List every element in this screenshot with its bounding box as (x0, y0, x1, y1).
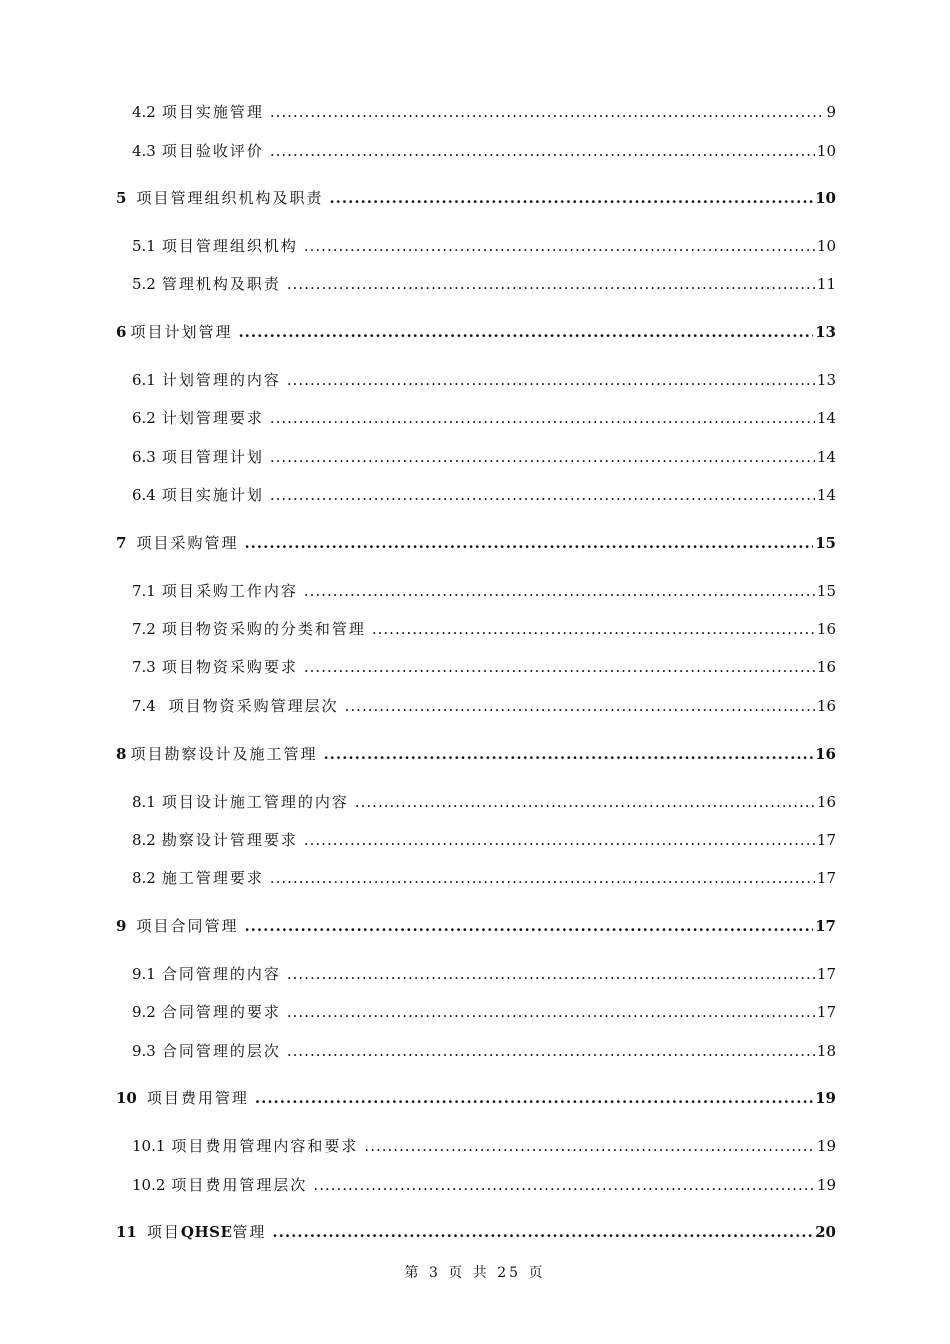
toc-entry-title: 勘察设计管理要求 (161, 831, 298, 849)
toc-chapter[interactable] (116, 1221, 836, 1242)
toc-chapter-title: 项目采购管理 (136, 534, 239, 552)
toc-entry-number: 6.3 (132, 448, 156, 466)
toc-entry-number: 10.2 (132, 1176, 166, 1194)
toc-entry[interactable] (132, 829, 836, 850)
toc-entry-page: 17 (816, 869, 836, 887)
toc-chapter-title: 项目勘察设计及施工管理 (130, 745, 318, 763)
toc-entry[interactable] (132, 1040, 836, 1061)
toc-chapter-number: 7 (116, 534, 127, 552)
toc-entry-page: 14 (816, 486, 836, 504)
toc-chapter-title (147, 1221, 267, 1242)
dot-leader (270, 448, 815, 466)
toc-chapter-number: 9 (116, 917, 127, 935)
toc-entry-page: 14 (816, 448, 836, 466)
toc-entry-title: 项目物资采购的分类和管理 (161, 620, 366, 638)
toc-entry-title: 项目采购工作内容 (161, 582, 298, 600)
toc-entry[interactable] (132, 235, 836, 256)
dot-leader (270, 409, 815, 427)
toc-chapter-title: 项目管理组织机构及职责 (136, 189, 324, 207)
toc-entry[interactable] (132, 580, 836, 601)
toc-entry-number: 5.1 (132, 237, 156, 255)
dot-leader (304, 237, 815, 255)
toc-entry-number: 9.1 (132, 965, 156, 983)
toc-entry-page: 11 (816, 275, 836, 293)
dot-leader (270, 486, 815, 504)
toc-entry-number: 8.2 (132, 831, 156, 849)
toc-entry[interactable] (132, 1174, 836, 1195)
dot-leader (270, 142, 815, 160)
toc-title-prefix: 项目 (146, 1223, 181, 1241)
toc-entry[interactable] (132, 407, 836, 428)
dot-leader (287, 1003, 815, 1021)
toc-entry-page: 13 (816, 371, 836, 389)
toc-chapter-page: 16 (815, 745, 836, 763)
toc-chapter-number: 5 (116, 189, 127, 207)
toc-entry-number: 7.3 (132, 658, 156, 676)
dot-leader (287, 371, 815, 389)
toc-chapter-number: 6 (116, 323, 127, 341)
toc-entry-title: 项目实施管理 (161, 103, 264, 121)
toc-chapter-number: 10 (116, 1089, 137, 1107)
dot-leader (272, 1223, 813, 1241)
dot-leader (345, 697, 815, 715)
toc-entry-number: 4.2 (132, 103, 156, 121)
toc-entry-title: 计划管理的内容 (161, 371, 281, 389)
toc-chapter-title: 项目费用管理 (146, 1089, 249, 1107)
toc-entry-number: 10.1 (132, 1137, 166, 1155)
toc-entry-title: 项目费用管理内容和要求 (171, 1137, 359, 1155)
toc-entry[interactable] (132, 963, 836, 984)
toc-entry-title: 项目管理组织机构 (161, 237, 298, 255)
toc-entry[interactable] (132, 618, 836, 639)
toc-entry-title: 项目物资采购管理层次 (161, 697, 339, 715)
toc-entry-page: 10 (816, 237, 836, 255)
toc-chapter-page: 20 (815, 1223, 836, 1241)
toc-entry[interactable] (132, 656, 836, 677)
dot-leader (244, 917, 813, 935)
toc-entry-page: 17 (816, 1003, 836, 1021)
toc-chapter[interactable] (116, 1087, 836, 1108)
toc-entry-title: 项目物资采购要求 (161, 658, 298, 676)
toc-entry-number: 7.1 (132, 582, 156, 600)
toc-entry-number: 6.1 (132, 371, 156, 389)
toc-entry-page: 19 (816, 1176, 836, 1194)
toc-entry-title: 项目费用管理层次 (171, 1176, 308, 1194)
dot-leader (304, 831, 815, 849)
dot-leader (323, 745, 813, 763)
toc-entry-title: 合同管理的内容 (161, 965, 281, 983)
dot-leader (287, 965, 815, 983)
toc-entry[interactable] (132, 446, 836, 467)
dot-leader (304, 582, 815, 600)
toc-entry-page: 10 (816, 142, 836, 160)
toc-entry[interactable] (132, 867, 836, 888)
toc-entry-title: 管理机构及职责 (161, 275, 281, 293)
dot-leader (255, 1089, 813, 1107)
toc-entry-title: 项目实施计划 (161, 486, 264, 504)
toc-entry[interactable] (132, 484, 836, 505)
dot-leader (329, 189, 813, 207)
dot-leader (355, 793, 815, 811)
toc-entry[interactable] (132, 273, 836, 294)
toc-entry-number: 9.3 (132, 1042, 156, 1060)
toc-entry[interactable] (132, 369, 836, 390)
dot-leader (238, 323, 813, 341)
toc-entry[interactable] (132, 101, 836, 122)
page-footer: 第 3 页 共 25 页 (404, 1265, 546, 1281)
toc-entry-page: 16 (816, 620, 836, 638)
toc-entry-title: 项目管理计划 (161, 448, 264, 466)
toc-chapter-page: 17 (815, 917, 836, 935)
toc-entry-number: 7.4 (132, 697, 156, 715)
toc-entry[interactable] (132, 140, 836, 161)
toc-chapter[interactable] (116, 532, 836, 553)
toc-entry-page: 19 (816, 1137, 836, 1155)
toc-chapter[interactable] (116, 915, 836, 936)
toc-entry[interactable] (132, 695, 836, 716)
toc-chapter-title: 项目合同管理 (136, 917, 239, 935)
toc-chapter-page: 10 (815, 189, 836, 207)
dot-leader (287, 275, 815, 293)
toc-entry-page: 9 (826, 103, 836, 121)
toc-entry-page: 16 (816, 793, 836, 811)
toc-entry-title: 施工管理要求 (161, 869, 264, 887)
dot-leader (270, 869, 815, 887)
toc-chapter[interactable] (116, 321, 836, 342)
toc-entry-number: 6.4 (132, 486, 156, 504)
toc-entry-page: 14 (816, 409, 836, 427)
toc-chapter[interactable] (116, 743, 836, 764)
toc-chapter-page: 13 (815, 323, 836, 341)
toc-entry-page: 15 (816, 582, 836, 600)
dot-leader (364, 1137, 814, 1155)
dot-leader (304, 658, 815, 676)
toc-chapter-number: 8 (116, 745, 127, 763)
dot-leader (313, 1176, 814, 1194)
toc-title-suffix: 管理 (232, 1223, 267, 1241)
toc-entry-title: 合同管理的要求 (161, 1003, 281, 1021)
toc-entry-title: 项目验收评价 (161, 142, 264, 160)
toc-entry-title: 项目设计施工管理的内容 (161, 793, 349, 811)
dot-leader (372, 620, 815, 638)
toc-entry-number: 7.2 (132, 620, 156, 638)
toc-entry-page: 18 (816, 1042, 836, 1060)
toc-title-qhse: QHSE (180, 1223, 233, 1241)
dot-leader (270, 103, 824, 121)
toc-entry-number: 6.2 (132, 409, 156, 427)
toc-entry-page: 17 (816, 831, 836, 849)
toc-entry[interactable] (132, 1001, 836, 1022)
toc-entry-number: 8.1 (132, 793, 156, 811)
toc-entry-page: 16 (816, 697, 836, 715)
toc-chapter-title: 项目计划管理 (130, 323, 233, 341)
toc-entry-title: 合同管理的层次 (161, 1042, 281, 1060)
dot-leader (244, 534, 813, 552)
toc-entry-title: 计划管理要求 (161, 409, 264, 427)
toc-chapter-page: 19 (815, 1089, 836, 1107)
toc-chapter[interactable] (116, 187, 836, 208)
toc-entry-number: 9.2 (132, 1003, 156, 1021)
toc-chapter-number: 11 (116, 1223, 137, 1241)
toc-chapter-page: 15 (815, 534, 836, 552)
toc-entry[interactable] (132, 791, 836, 812)
toc-entry[interactable] (132, 1135, 836, 1156)
toc-entry-page: 16 (816, 658, 836, 676)
toc-entry-page: 17 (816, 965, 836, 983)
toc-entry-number: 4.3 (132, 142, 156, 160)
dot-leader (287, 1042, 815, 1060)
toc-entry-number: 5.2 (132, 275, 156, 293)
toc-entry-number: 8.2 (132, 869, 156, 887)
